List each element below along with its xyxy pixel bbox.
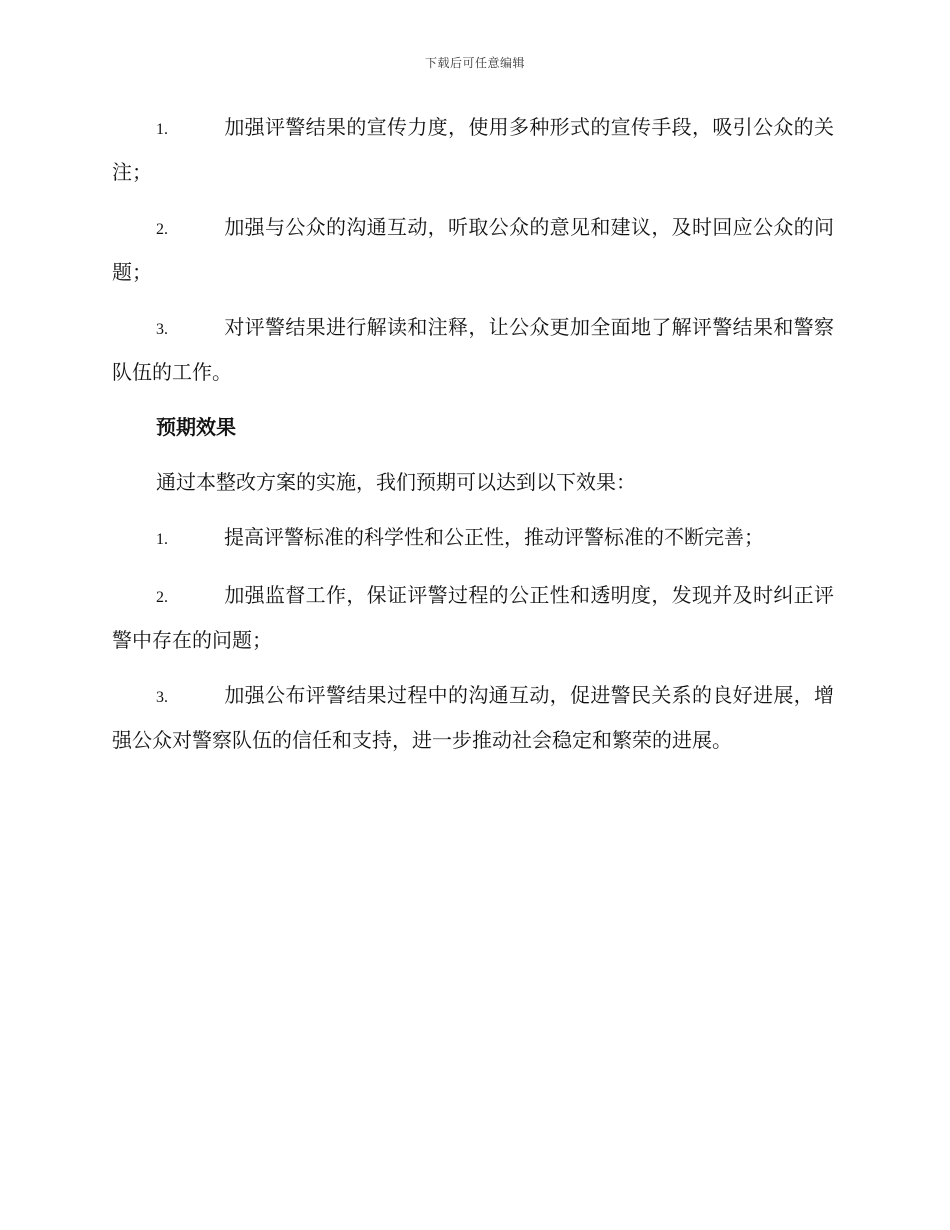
list-item-text: 加强与公众的沟通互动，听取公众的意见和建议，及时回应公众的问题； [112, 215, 834, 284]
list-item-text: 对评警结果进行解读和注释，让公众更加全面地了解评警结果和警察队伍的工作。 [112, 315, 834, 384]
list-number: 2. [156, 589, 168, 606]
list-number: 1. [156, 531, 168, 548]
list-number: 2. [156, 221, 168, 238]
list-item [112, 106, 834, 193]
list-item-text: 提高评警标准的科学性和公正性，推动评警标准的不断完善； [224, 525, 764, 549]
list-number: 3. [156, 321, 168, 338]
list-item [112, 206, 834, 293]
section-heading: 预期效果 [156, 415, 236, 439]
list-item [112, 516, 834, 561]
list-item-text: 加强评警结果的宣传力度，使用多种形式的宣传手段，吸引公众的关注； [112, 115, 834, 184]
list-item [112, 674, 834, 761]
list-item [112, 574, 834, 661]
list-number: 1. [156, 121, 168, 138]
section-intro: 通过本整改方案的实施，我们预期可以达到以下效果： [156, 470, 636, 494]
list-number: 3. [156, 689, 168, 706]
list-item [112, 306, 834, 393]
header-note: 下载后可任意编辑 [424, 56, 525, 70]
list-item-text: 加强公布评警结果过程中的沟通互动，促进警民关系的良好进展，增强公众对警察队伍的信任和支持，进一步推动社会稳定和繁荣的进展。 [112, 683, 834, 752]
list-item-text: 加强监督工作，保证评警过程的公正性和透明度，发现并及时纠正评警中存在的问题； [112, 583, 834, 652]
document-body [112, 106, 834, 774]
